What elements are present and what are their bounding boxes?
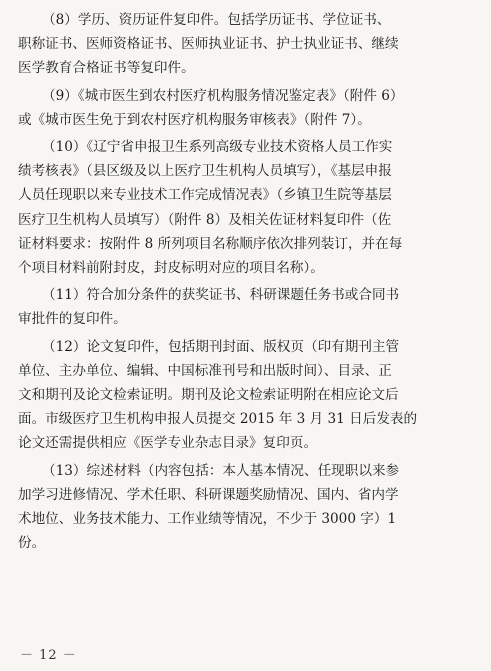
paragraph-item-10 bbox=[18, 135, 479, 280]
text-line: 或《城市医生免于到农村医疗机构服务审核表》（附件 7）。 bbox=[18, 111, 371, 128]
text-line: （9）《城市医生到农村医疗机构服务情况鉴定表》（附件 6） bbox=[42, 87, 404, 104]
paragraph-item-12 bbox=[18, 335, 479, 456]
text-line: （11）符合加分条件的获奖证书、科研课题任务书或合同书 bbox=[42, 287, 400, 304]
text-line: 医疗卫生机构人员填写）（附件 8）及相关佐证材料复印件（佐 bbox=[18, 211, 392, 228]
text-line: 绩考核表》（县区级及以上医疗卫生机构人员填写），《基层申报 bbox=[18, 163, 392, 180]
text-line: 加学习进修情况、学术任职、科研课题奖励情况、国内、省内学 bbox=[18, 486, 399, 503]
text-line: 人员任现职以来专业技术工作完成情况表》（乡镇卫生院等基层 bbox=[18, 187, 392, 204]
text-line: 医学教育合格证书等复印件。 bbox=[18, 60, 195, 77]
text-line: 证材料要求：按附件 8 所列项目名称顺序依次排列装订，并在每 bbox=[18, 235, 403, 252]
paragraph-item-8 bbox=[18, 8, 479, 81]
paragraph-item-9 bbox=[18, 84, 479, 132]
document-body bbox=[18, 8, 479, 555]
text-line: 份。 bbox=[18, 535, 46, 552]
text-line: 术地位、业务技术能力、工作业绩等情况，不少于 3000 字）1 bbox=[18, 511, 397, 528]
paragraph-item-11 bbox=[18, 283, 479, 331]
text-line: 职称证书、医师资格证书、医师执业证书、护士执业证书、继续 bbox=[18, 36, 399, 53]
text-line: 文和期刊及论文检索证明。期刊及论文检索证明附在相应论文后 bbox=[18, 387, 399, 404]
text-line: （10）《辽宁省申报卫生系列高级专业技术资格人员工作实 bbox=[42, 139, 393, 156]
page-number: － 12 － bbox=[20, 648, 77, 663]
text-line: （8）学历、资历证件复印件。包括学历证书、学位证书、 bbox=[42, 12, 391, 28]
text-line: 论文还需提供相应《医学专业杂志目录》复印页。 bbox=[18, 435, 318, 452]
text-line: （12）论文复印件，包括期刊封面、版权页（印有期刊主管 bbox=[42, 338, 400, 355]
text-line: 个项目材料前附封皮，封皮标明对应的项目名称）。 bbox=[18, 260, 324, 277]
paragraph-item-13 bbox=[18, 459, 479, 556]
text-line: 审批件的复印件。 bbox=[18, 311, 127, 328]
text-line: （13）综述材料（内容包括：本人基本情况、任现职以来参 bbox=[42, 462, 400, 479]
text-line: 面。市级医疗卫生机构申报人员提交 2015 年 3 月 31 日后发表的 bbox=[18, 411, 418, 428]
text-line: 单位、主办单位、编辑、中国标准刊号和出版时间）、目录、正 bbox=[18, 362, 392, 379]
